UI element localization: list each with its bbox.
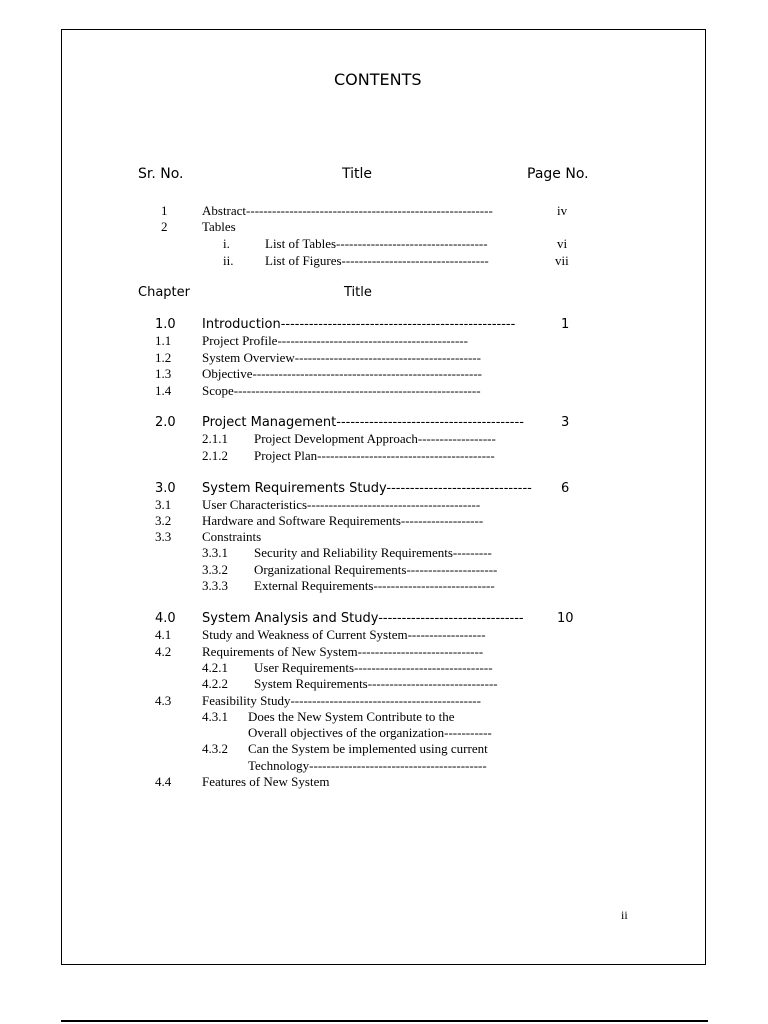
subsection-number: 4.2.1 [202, 660, 228, 675]
chapter-number: 1.0 [155, 317, 176, 332]
item-page: iv [557, 203, 568, 218]
subsection-number: 3.3.3 [202, 578, 228, 593]
section-label: System Overview------------------------------------------- [202, 350, 481, 365]
section-number: 1.2 [155, 350, 172, 365]
section-label: Project Profile-------------------------------------------- [202, 333, 468, 348]
item-number: 1 [161, 203, 168, 218]
item-label: Abstract--------------------------------------------------------- [202, 203, 493, 218]
section-label: Features of New System [202, 774, 330, 789]
section-label: Objective----------------------------------------------------- [202, 366, 482, 381]
item-page: vi [557, 236, 568, 251]
chapter-page: 1 [561, 317, 570, 332]
section-number: 1.1 [155, 333, 172, 348]
item-number: i. [223, 236, 230, 251]
section-number: 4.3 [155, 693, 172, 708]
section-number: 3.3 [155, 529, 172, 544]
subsection-label: Organizational Requirements--------------------- [254, 562, 498, 577]
next-page-edge [61, 1020, 708, 1022]
subsection-label: Project Development Approach------------------ [254, 431, 496, 446]
subsection-label: Project Plan----------------------------------------- [254, 448, 495, 463]
subsection-number: 2.1.1 [202, 431, 228, 446]
item-number: ii. [223, 253, 234, 268]
section-number: 1.3 [155, 366, 172, 381]
subsection-number: 3.3.2 [202, 562, 228, 577]
subsection-label: System Requirements------------------------------ [254, 676, 498, 691]
subsection-label: Does the New System Contribute to the [248, 709, 455, 724]
section-number: 1.4 [155, 383, 172, 398]
section-label: Scope--------------------------------------------------------- [202, 383, 481, 398]
chapter-number: 2.0 [155, 415, 176, 430]
header-chapter-title: Title [344, 285, 372, 300]
section-label: User Characteristics---------------------------------------- [202, 497, 481, 512]
section-label: Feasibility Study-------------------------------------------- [202, 693, 481, 708]
chapter-label: System Requirements Study------------------------------- [202, 481, 532, 496]
section-label: Requirements of New System----------------------------- [202, 644, 484, 659]
section-label: Study and Weakness of Current System------------------ [202, 627, 486, 642]
subsection-label-continued: Technology----------------------------------------- [248, 758, 487, 773]
subsection-label: External Requirements---------------------------- [254, 578, 495, 593]
section-number: 4.2 [155, 644, 172, 659]
chapter-label: Introduction-------------------------------------------------- [202, 317, 516, 332]
section-label: Constraints [202, 529, 262, 544]
subsection-label-continued: Overall objectives of the organization----------- [248, 725, 492, 740]
subsection-number: 2.1.2 [202, 448, 228, 463]
chapter-label: Project Management---------------------------------------- [202, 415, 524, 430]
subsection-number: 4.3.1 [202, 709, 228, 724]
chapter-number: 4.0 [155, 611, 176, 626]
header-sr-no: Sr. No. [138, 166, 184, 182]
item-label: Tables [202, 219, 236, 234]
header-page-no: Page No. [527, 166, 589, 182]
page-number: ii [621, 908, 628, 922]
section-number: 4.1 [155, 627, 172, 642]
contents-title: CONTENTS [334, 70, 422, 89]
chapter-label: System Analysis and Study------------------------------- [202, 611, 524, 626]
section-number: 3.2 [155, 513, 172, 528]
subsection-label: Security and Reliability Requirements--------- [254, 545, 492, 560]
chapter-page: 6 [561, 481, 570, 496]
item-label: List of Figures---------------------------------- [265, 253, 489, 268]
section-number: 3.1 [155, 497, 172, 512]
subsection-number: 3.3.1 [202, 545, 228, 560]
section-label: Hardware and Software Requirements------------------- [202, 513, 484, 528]
chapter-page: 10 [557, 611, 574, 626]
subsection-label: User Requirements-------------------------------- [254, 660, 493, 675]
item-number: 2 [161, 219, 168, 234]
header-chapter: Chapter [138, 285, 190, 300]
item-label: List of Tables----------------------------------- [265, 236, 488, 251]
subsection-label: Can the System be implemented using current [248, 741, 488, 756]
chapter-number: 3.0 [155, 481, 176, 496]
section-number: 4.4 [155, 774, 172, 789]
header-title: Title [342, 166, 373, 182]
subsection-number: 4.3.2 [202, 741, 228, 756]
chapter-page: 3 [561, 415, 570, 430]
item-page: vii [555, 253, 569, 268]
subsection-number: 4.2.2 [202, 676, 228, 691]
